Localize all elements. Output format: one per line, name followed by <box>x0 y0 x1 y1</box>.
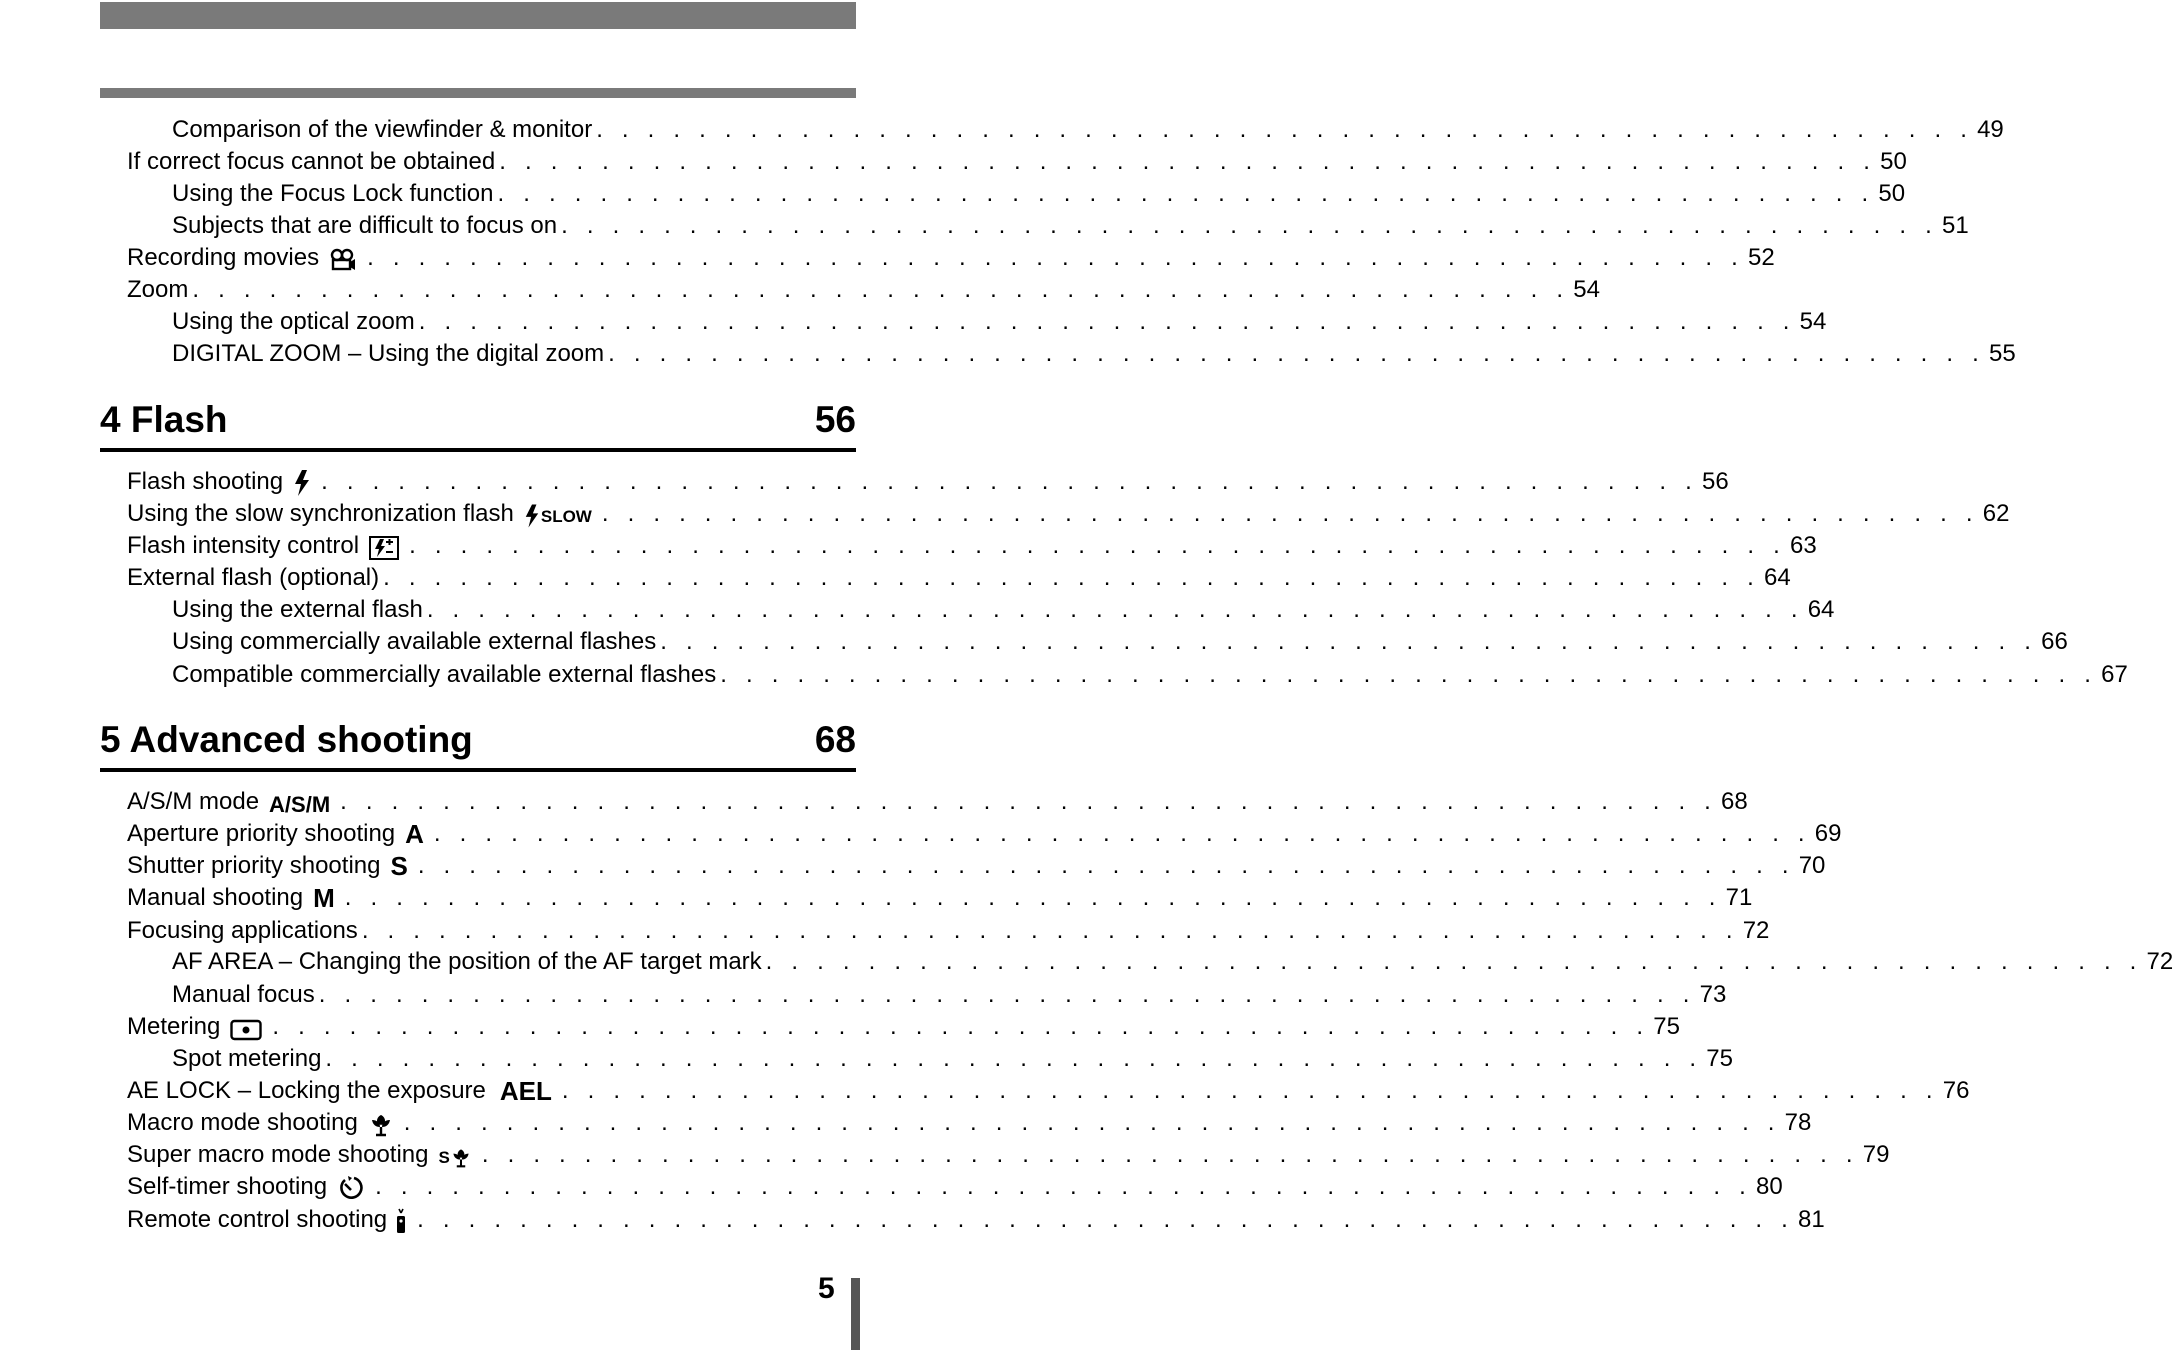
dot-leader: . . . . . . . . . . . . . . . . . . . . . . . . . . . . . . . . . . . . . . . . . . . . . . . . . . . . . . <box>340 788 1718 815</box>
chapter-title: 4 Flash <box>100 399 228 440</box>
dot-leader: . . . . . . . . . . . . . . . . . . . . . . . . . . . . . . . . . . . . . . . . . . . . . . . . . . . . . . <box>417 1206 1795 1233</box>
toc-entry[interactable] <box>127 496 2010 528</box>
dot-leader: . . . . . . . . . . . . . . . . . . . . . . . . . . . . . . . . . . . . . . . . . . . . . . . . . . . . . . <box>375 1173 1752 1200</box>
toc-entry[interactable] <box>172 304 1827 336</box>
toc-entry[interactable] <box>127 1009 1680 1041</box>
toc-entry-page: 80 <box>1755 1173 1783 1200</box>
dot-leader: . . . . . . . . . . . . . . . . . . . . . . . . . . . . . . . . . . . . . . . . . . . . . . . . . . . . . . <box>561 212 1938 239</box>
toc-entry-title: AF AREA – Changing the position of the AF target mark <box>172 948 762 975</box>
dot-leader: . . . . . . . . . . . . . . . . . . . . . . . . . . . . . . . . . . . . . . . . . . . . . . . . . . . . . . <box>601 500 1979 527</box>
dot-leader: . . . . . . . . . . . . . . . . . . . . . . . . . . . . . . . . . . . . . . . . . . . . . . . . . . . . . . <box>418 308 1796 335</box>
toc-entry-page: 51 <box>1942 212 1969 239</box>
dot-leader: . . . . . . . . . . . . . . . . . . . . . . . . . . . . . . . . . . . . . . . . . . . . . . . . . . . . . . <box>608 340 1986 367</box>
toc-entry-page: 49 <box>1977 116 2004 143</box>
toc-entry-title: Using commercially available external flashes <box>172 628 657 655</box>
toc-entry-page: 75 <box>1706 1045 1733 1072</box>
dot-leader: . . . . . . . . . . . . . . . . . . . . . . . . . . . . . . . . . . . . . . . . . . . . . . . . . . . . . . <box>720 661 2098 688</box>
chapter-page: 68 <box>814 719 856 760</box>
page-edge-bar <box>851 1278 860 1350</box>
dot-leader: . . . . . . . . . . . . . . . . . . . . . . . . . . . . . . . . . . . . . . . . . . . . . . . . . . . . . . <box>660 628 2038 655</box>
toc-entry[interactable] <box>127 560 1791 592</box>
flash-intensity-icon <box>369 532 399 560</box>
toc-entry[interactable] <box>172 624 2068 656</box>
toc-entry-page: 79 <box>1862 1141 1890 1168</box>
dot-leader: . . . . . . . . . . . . . . . . . . . . . . . . . . . . . . . . . . . . . . . . . . . . . . . . . . . . . . <box>497 180 1875 207</box>
toc-entry-title: Using the optical zoom <box>172 308 415 335</box>
flash-icon <box>293 468 311 496</box>
toc-entry-page: 56 <box>1701 468 1729 495</box>
toc-entry-page: 64 <box>1764 564 1791 591</box>
toc-entry-title: Macro mode shooting <box>127 1109 358 1136</box>
toc-entry-page: 75 <box>1653 1013 1680 1040</box>
asm-mode-label: A/S/M <box>269 792 331 817</box>
toc-entry[interactable] <box>127 240 1775 272</box>
page-number: 5 <box>818 1272 835 1305</box>
toc-entry-page: 71 <box>1725 884 1753 911</box>
toc-entry-title: External flash (optional) <box>127 564 380 591</box>
toc-entry-page: 64 <box>1807 596 1835 623</box>
toc-entry-title: Spot metering <box>172 1045 322 1072</box>
manual-mode-label: M <box>313 883 335 913</box>
toc-entry-title: A/S/M mode <box>127 788 260 815</box>
toc-entry[interactable] <box>172 657 2128 689</box>
chapter-heading-flash[interactable] <box>100 392 856 452</box>
dot-leader: . . . . . . . . . . . . . . . . . . . . . . . . . . . . . . . . . . . . . . . . . . . . . . . . . . . . . . <box>433 820 1811 847</box>
dot-leader: . . . . . . . . . . . . . . . . . . . . . . . . . . . . . . . . . . . . . . . . . . . . . . . . . . . . . . <box>361 917 1739 944</box>
super-macro-label: S <box>438 1148 450 1167</box>
toc-entry-page: 55 <box>1989 340 2016 367</box>
toc-entry[interactable] <box>127 1137 1890 1169</box>
toc-entry-title: Super macro mode shooting <box>127 1141 429 1168</box>
dot-leader: . . . . . . . . . . . . . . . . . . . . . . . . . . . . . . . . . . . . . . . . . . . . . . . . . . . . . . <box>481 1141 1859 1168</box>
aperture-priority-label: A <box>405 819 424 849</box>
toc-entry[interactable] <box>127 880 1753 913</box>
header-bar-top <box>100 2 856 29</box>
toc-entry-title: Focusing applications <box>127 917 358 944</box>
aperture-priority-icon <box>405 820 424 848</box>
header-bar-bottom <box>100 88 856 98</box>
toc-entry-page: 67 <box>2101 661 2128 688</box>
toc-entry-page: 76 <box>1942 1077 1970 1104</box>
dot-leader: . . . . . . . . . . . . . . . . . . . . . . . . . . . . . . . . . . . . . . . . . . . . . . . . . . . . . . <box>409 532 1786 559</box>
dot-leader: . . . . . . . . . . . . . . . . . . . . . . . . . . . . . . . . . . . . . . . . . . . . . . . . . . . . . . <box>596 116 1974 143</box>
toc-entry[interactable] <box>172 112 2004 144</box>
toc-entry[interactable] <box>127 1169 1783 1201</box>
toc-entry-title: Recording movies <box>127 244 320 271</box>
toc-entry-title: Using the Focus Lock function <box>172 180 494 207</box>
toc-entry-page: 66 <box>2041 628 2068 655</box>
flash-slow-label: SLOW <box>540 507 592 526</box>
toc-entry[interactable] <box>172 977 1727 1009</box>
toc-entry-title: Zoom <box>127 276 189 303</box>
toc-entry[interactable] <box>127 272 1600 304</box>
toc-entry-page: 72 <box>2146 948 2173 975</box>
toc-entry-title: Manual focus <box>172 981 315 1008</box>
asm-mode-icon <box>269 788 330 816</box>
dot-leader: . . . . . . . . . . . . . . . . . . . . . . . . . . . . . . . . . . . . . . . . . . . . . . . . . . . . . . <box>499 148 1877 175</box>
toc-entry[interactable] <box>172 208 1969 240</box>
toc-entry-title: Flash intensity control <box>127 532 360 559</box>
toc-entry[interactable] <box>172 336 2016 368</box>
dot-leader: . . . . . . . . . . . . . . . . . . . . . . . . . . . . . . . . . . . . . . . . . . . . . . . . . . . . . . <box>403 1109 1781 1136</box>
toc-entry[interactable] <box>172 592 1835 624</box>
toc-entry-title: Using the external flash <box>172 596 423 623</box>
toc-entry[interactable] <box>127 528 1817 560</box>
manual-mode-icon <box>313 884 335 912</box>
toc-entry[interactable] <box>127 848 1826 881</box>
chapter-heading-advanced-shooting[interactable] <box>100 712 856 772</box>
dot-leader: . . . . . . . . . . . . . . . . . . . . . . . . . . . . . . . . . . . . . . . . . . . . . . . . . . . . . . <box>192 276 1570 303</box>
movie-icon <box>329 244 357 272</box>
dot-leader: . . . . . . . . . . . . . . . . . . . . . . . . . . . . . . . . . . . . . . . . . . . . . . . . . . . . . . <box>426 596 1804 623</box>
toc-entry-page: 62 <box>1982 500 2010 527</box>
ael-icon <box>500 1077 552 1105</box>
toc-entry-page: 68 <box>1721 788 1748 815</box>
macro-icon <box>368 1109 394 1137</box>
toc-entry-title: Compatible commercially available external flashes <box>172 661 717 688</box>
dot-leader: . . . . . . . . . . . . . . . . . . . . . . . . . . . . . . . . . . . . . . . . . . . . . . . . . . . . . . <box>272 1013 1650 1040</box>
spot-metering-icon <box>230 1013 262 1041</box>
toc-entry[interactable] <box>127 1202 1825 1234</box>
dot-leader: . . . . . . . . . . . . . . . . . . . . . . . . . . . . . . . . . . . . . . . . . . . . . . . . . . . . . . <box>325 1045 1703 1072</box>
toc-entry-title: Remote control shooting <box>127 1206 388 1233</box>
toc-entry[interactable] <box>127 1105 1812 1137</box>
toc-entry[interactable] <box>127 144 1907 176</box>
toc-entry-page: 81 <box>1798 1206 1825 1233</box>
toc-entry[interactable] <box>127 1073 1970 1106</box>
chapter-page: 56 <box>814 399 856 440</box>
toc-entry[interactable] <box>127 784 1748 817</box>
super-macro-icon <box>439 1141 472 1169</box>
toc-entry-page: 73 <box>1699 981 1727 1008</box>
toc-entry-title: Manual shooting <box>127 884 304 911</box>
dot-leader: . . . . . . . . . . . . . . . . . . . . . . . . . . . . . . . . . . . . . . . . . . . . . . . . . . . . . . <box>417 852 1795 879</box>
toc-entry[interactable] <box>172 1041 1733 1073</box>
remote-control-icon <box>395 1206 407 1234</box>
toc-entry-title: Comparison of the viewfinder & monitor <box>172 116 593 143</box>
toc-entry[interactable] <box>172 176 1906 208</box>
shutter-priority-label: S <box>390 851 408 881</box>
toc-entry-page: 70 <box>1798 852 1826 879</box>
shutter-priority-icon <box>390 852 407 880</box>
toc-entry[interactable] <box>127 464 1729 496</box>
toc-entry-title: Using the slow synchronization flash <box>127 500 514 527</box>
self-timer-icon <box>337 1173 365 1201</box>
toc-entry[interactable] <box>127 913 1770 945</box>
toc-entry-title: AE LOCK – Locking the exposure <box>127 1077 486 1104</box>
toc-entry-title: If correct focus cannot be obtained <box>127 148 496 175</box>
toc-entry-title: Shutter priority shooting <box>127 852 381 879</box>
toc-entry-title: DIGITAL ZOOM – Using the digital zoom <box>172 340 605 367</box>
toc-entry-page: 52 <box>1747 244 1775 271</box>
dot-leader: . . . . . . . . . . . . . . . . . . . . . . . . . . . . . . . . . . . . . . . . . . . . . . . . . . . . . . <box>321 468 1698 495</box>
dot-leader: . . . . . . . . . . . . . . . . . . . . . . . . . . . . . . . . . . . . . . . . . . . . . . . . . . . . . . <box>318 981 1696 1008</box>
toc-entry-title: Aperture priority shooting <box>127 820 396 847</box>
dot-leader: . . . . . . . . . . . . . . . . . . . . . . . . . . . . . . . . . . . . . . . . . . . . . . . . . . . . . . <box>561 1077 1939 1104</box>
toc-entry-title: Self-timer shooting <box>127 1173 328 1200</box>
toc-entry-page: 54 <box>1799 308 1827 335</box>
toc-entry-page: 78 <box>1784 1109 1812 1136</box>
toc-entry-page: 63 <box>1789 532 1817 559</box>
flash-slow-icon <box>524 500 592 528</box>
toc-entry-page: 50 <box>1878 180 1906 207</box>
dot-leader: . . . . . . . . . . . . . . . . . . . . . . . . . . . . . . . . . . . . . . . . . . . . . . . . . . . . . . <box>383 564 1761 591</box>
toc-entry-title: Metering <box>127 1013 221 1040</box>
chapter-title: 5 Advanced shooting <box>100 719 473 760</box>
dot-leader: . . . . . . . . . . . . . . . . . . . . . . . . . . . . . . . . . . . . . . . . . . . . . . . . . . . . . . <box>765 948 2143 975</box>
toc-entry-page: 72 <box>1742 917 1770 944</box>
dot-leader: . . . . . . . . . . . . . . . . . . . . . . . . . . . . . . . . . . . . . . . . . . . . . . . . . . . . . . <box>367 244 1744 271</box>
toc-entry[interactable] <box>127 816 1842 849</box>
toc-entry-title: Subjects that are difficult to focus on <box>172 212 558 239</box>
toc-entry-page: 50 <box>1880 148 1907 175</box>
toc-entry-page: 69 <box>1814 820 1842 847</box>
ael-label: AEL <box>499 1076 552 1106</box>
toc-entry-page: 54 <box>1573 276 1600 303</box>
toc-entry[interactable] <box>172 944 2173 976</box>
dot-leader: . . . . . . . . . . . . . . . . . . . . . . . . . . . . . . . . . . . . . . . . . . . . . . . . . . . . . . <box>344 884 1722 911</box>
toc-entry-title: Flash shooting <box>127 468 284 495</box>
